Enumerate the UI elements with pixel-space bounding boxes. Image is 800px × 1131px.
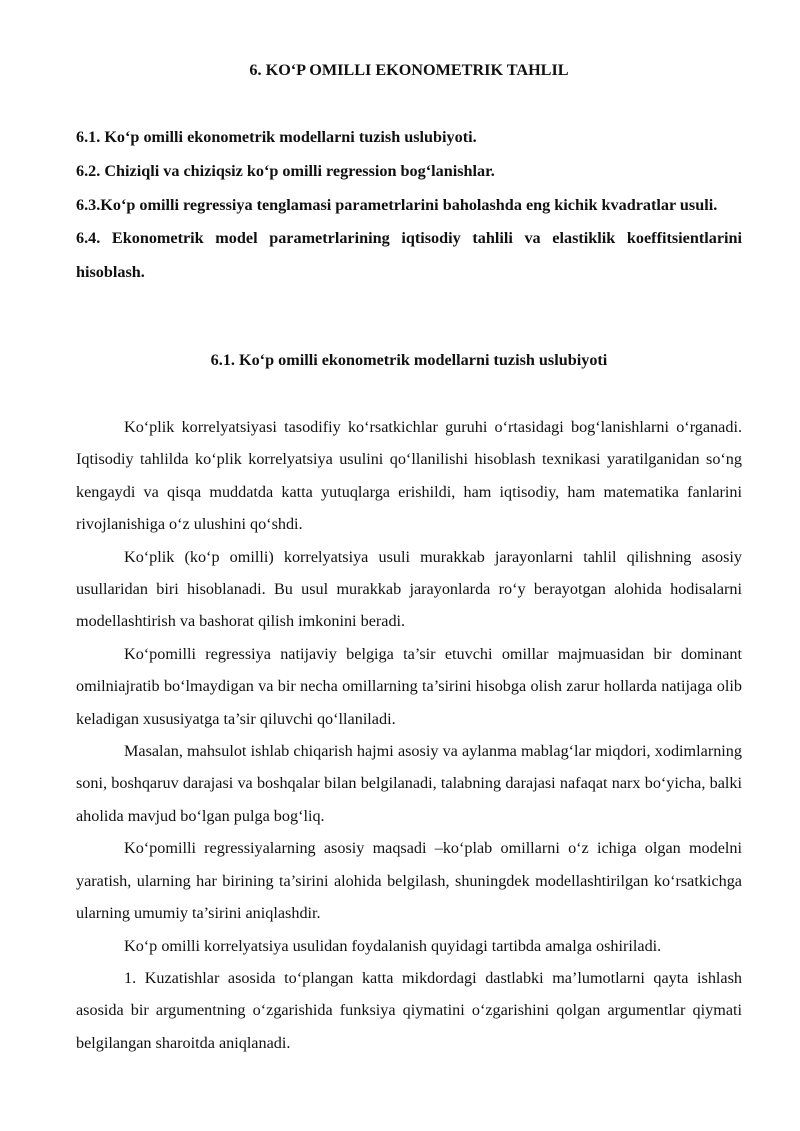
section-title: 6.1. Ko‘p omilli ekonometrik modellarni tuzish uslubiyoti: [210, 351, 608, 369]
paragraph: Ko‘plik korrelyatsiyasi tasodifiy ko‘rsatkichlar guruhi o‘rtasidagi bog‘lanishlarni o‘rganadi. Iqtisodiy tahlilda ko‘plik korrelyatsiya usulini qo‘llanilishi hisoblash texnikasi yaratilganidan so‘ng kengaydi va qisqa muddatda katta yutuqlarga erishildi, ham iqtisodiy, ham matematika fanlarini rivojlanishiga o‘z ulushini qo‘shdi.: [76, 418, 742, 534]
toc-item: 6.3.Ko‘p omilli regressiya tenglamasi parametrlarini baholashda eng kichik kvadratlar usuli.: [76, 195, 718, 214]
toc-item: 6.4. Ekonometrik model parametrlarining iqtisodiy tahlili va elastiklik koeffitsientlarini hisoblash.: [76, 229, 742, 282]
paragraph: Ko‘p omilli korrelyatsiya usulidan foydalanish quyidagi tartibda amalga oshiriladi.: [124, 936, 662, 955]
paragraph: Masalan, mahsulot ishlab chiqarish hajmi asosiy va aylanma mablag‘lar miqdori, xodimlarning soni, boshqaruv darajasi va boshqalar bilan belgilanadi, talabning darajasi nafaqat narx bo‘yicha, balki aholida mavjud bo‘lgan pulga bog‘liq.: [76, 742, 742, 825]
paragraph: 1. Kuzatishlar asosida to‘plangan katta mikdordagi dastlabki ma’lumotlarni qayta ishlash asosida bir argumentning o‘zgarishida funksiya qiymatini o‘zgarishini qolgan argumentlar qiymati belgilangan sharoitda aniqlanadi.: [76, 968, 742, 1052]
table-of-contents: [76, 121, 742, 290]
toc-item: 6.2. Chiziqli va chiziqsiz ko‘p omilli regression bog‘lanishlar.: [76, 161, 495, 180]
body-text: [76, 411, 742, 1059]
toc-item: 6.1. Ko‘p omilli ekonometrik modellarni tuzish uslubiyoti.: [76, 128, 477, 146]
paragraph: Ko‘plik (ko‘p omilli) korrelyatsiya usuli murakkab jarayonlarni tahlil qilishning asosiy usullaridan biri hisoblanadi. Bu usul murakkab jarayonlarda ro‘y berayotgan alohida hodisalarni modellashtirish va bashorat qilish imkonini beradi.: [76, 547, 742, 631]
chapter-title: 6. KO‘P OMILLI EKONOMETRIK TAHLIL: [249, 61, 569, 79]
paragraph: Ko‘pomilli regressiya natijaviy belgiga ta’sir etuvchi omillar majmuasidan bir dominant omilniajratib bo‘lmaydigan va bir necha omillarning ta’sirini hisobga olish zarur hollarda natijaga olib keladigan xususiyatga ta’sir qiluvchi qo‘llaniladi.: [76, 644, 742, 728]
paragraph: Ko‘pomilli regressiyalarning asosiy maqsadi –ko‘plab omillarni o‘z ichiga olgan modelni yaratish, ularning har birining ta’sirini alohida belgilash, shuningdek modellashtirilgan ko‘rsatkichga ularning umumiy ta’sirini aniqlashdir.: [76, 839, 742, 923]
